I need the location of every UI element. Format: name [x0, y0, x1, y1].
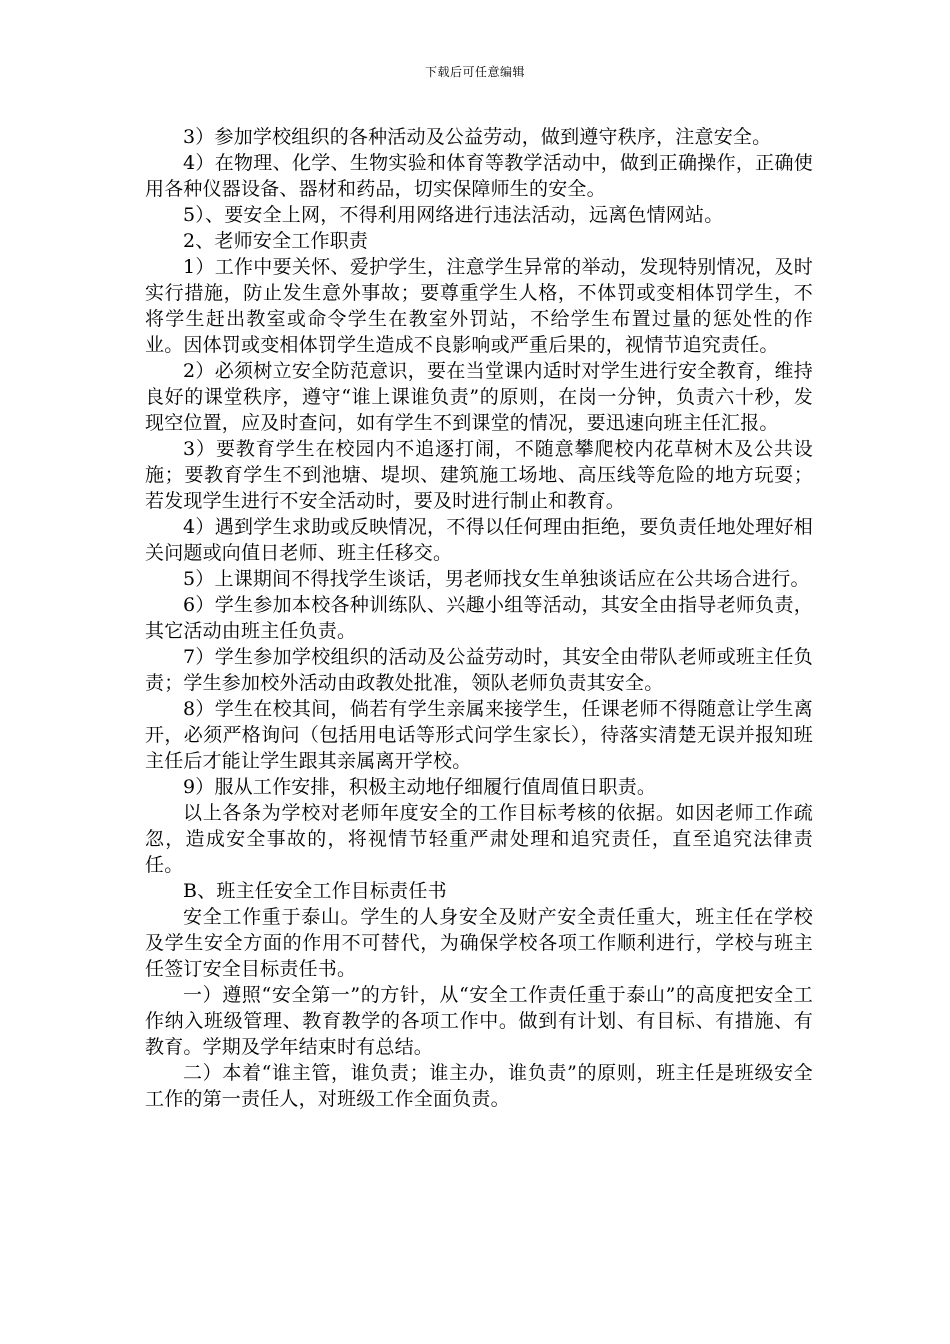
paragraph-teacher-8: 8）学生在校其间，倘若有学生亲属来接学生，任课老师不得随意让学生离开，必须严格询问（包括用电话等形式问学生家长），待落实清楚无误并报知班主任后才能让学生跟其亲属离开学校。 — [145, 698, 813, 772]
paragraph-head-teacher-intro: 安全工作重于泰山。学生的人身安全及财产安全责任重大，班主任在学校及学生安全方面的作用不可替代，为确保学校各项工作顺利进行，学校与班主任签订安全目标责任书。 — [145, 906, 813, 980]
section-heading-teacher-duties: 2、老师安全工作职责 — [183, 230, 369, 252]
paragraph-teacher-1: 1）工作中要关怀、爱护学生，注意学生异常的举动，发现特别情况，及时实行措施，防止发生意外事故；要尊重学生人格，不体罚或变相体罚学生，不将学生赶出教室或命令学生在教室外罚站，不给学生布置过量的惩处性的作业。因体罚或变相体罚学生造成不良影响或严重后果的，视情节追究责任。 — [145, 256, 813, 356]
paragraph-student-3: 3）参加学校组织的各种活动及公益劳动，做到遵守秩序，注意安全。 — [183, 126, 772, 148]
paragraph-teacher-4: 4）遇到学生求助或反映情况，不得以任何理由拒绝，要负责任地处理好相关问题或向值日老师、班主任移交。 — [145, 516, 813, 564]
paragraph-teacher-summary: 以上各条为学校对老师年度安全的工作目标考核的依据。如因老师工作疏忽，造成安全事故的，将视情节轻重严肃处理和追究责任，直至追究法律责任。 — [145, 802, 813, 876]
paragraph-teacher-5: 5）上课期间不得找学生谈话，男老师找女生单独谈话应在公共场合进行。 — [183, 568, 810, 590]
section-heading-head-teacher: B、班主任安全工作目标责任书 — [183, 880, 447, 902]
document-body — [145, 124, 813, 1112]
paragraph-student-5: 5）、要安全上网，不得利用网络进行违法活动，远离色情网站。 — [183, 204, 724, 226]
page-header: 下载后可任意编辑 — [424, 65, 525, 79]
paragraph-teacher-2: 2）必须树立安全防范意识，要在当堂课内适时对学生进行安全教育，维持良好的课堂秩序，遵守“谁上课谁负责”的原则，在岗一分钟，负责六十秒，发现空位置，应及时查问，如有学生不到课堂的情况，要迅速向班主任汇报。 — [145, 360, 813, 434]
paragraph-head-teacher-2: 二）本着“谁主管，谁负责；谁主办，谁负责”的原则，班主任是班级安全工作的第一责任人，对班级工作全面负责。 — [145, 1062, 813, 1110]
paragraph-student-4: 4）在物理、化学、生物实验和体育等教学活动中，做到正确操作，正确使用各种仪器设备、器材和药品，切实保障师生的安全。 — [145, 152, 813, 200]
paragraph-teacher-7: 7）学生参加学校组织的活动及公益劳动时，其安全由带队老师或班主任负责；学生参加校外活动由政教处批准，领队老师负责其安全。 — [145, 646, 813, 694]
paragraph-head-teacher-1: 一）遵照“安全第一”的方针，从“安全工作责任重于泰山”的高度把安全工作纳入班级管理、教育教学的各项工作中。做到有计划、有目标、有措施、有教育。学期及学年结束时有总结。 — [145, 984, 813, 1058]
paragraph-teacher-6: 6）学生参加本校各种训练队、兴趣小组等活动，其安全由指导老师负责，其它活动由班主任负责。 — [145, 594, 813, 642]
paragraph-teacher-9: 9）服从工作安排，积极主动地仔细履行值周值日职责。 — [183, 776, 657, 798]
paragraph-teacher-3: 3）要教育学生在校园内不追逐打闹，不随意攀爬校内花草树木及公共设施；要教育学生不到池塘、堤坝、建筑施工场地、高压线等危险的地方玩耍；若发现学生进行不安全活动时，要及时进行制止和教育。 — [145, 438, 813, 512]
